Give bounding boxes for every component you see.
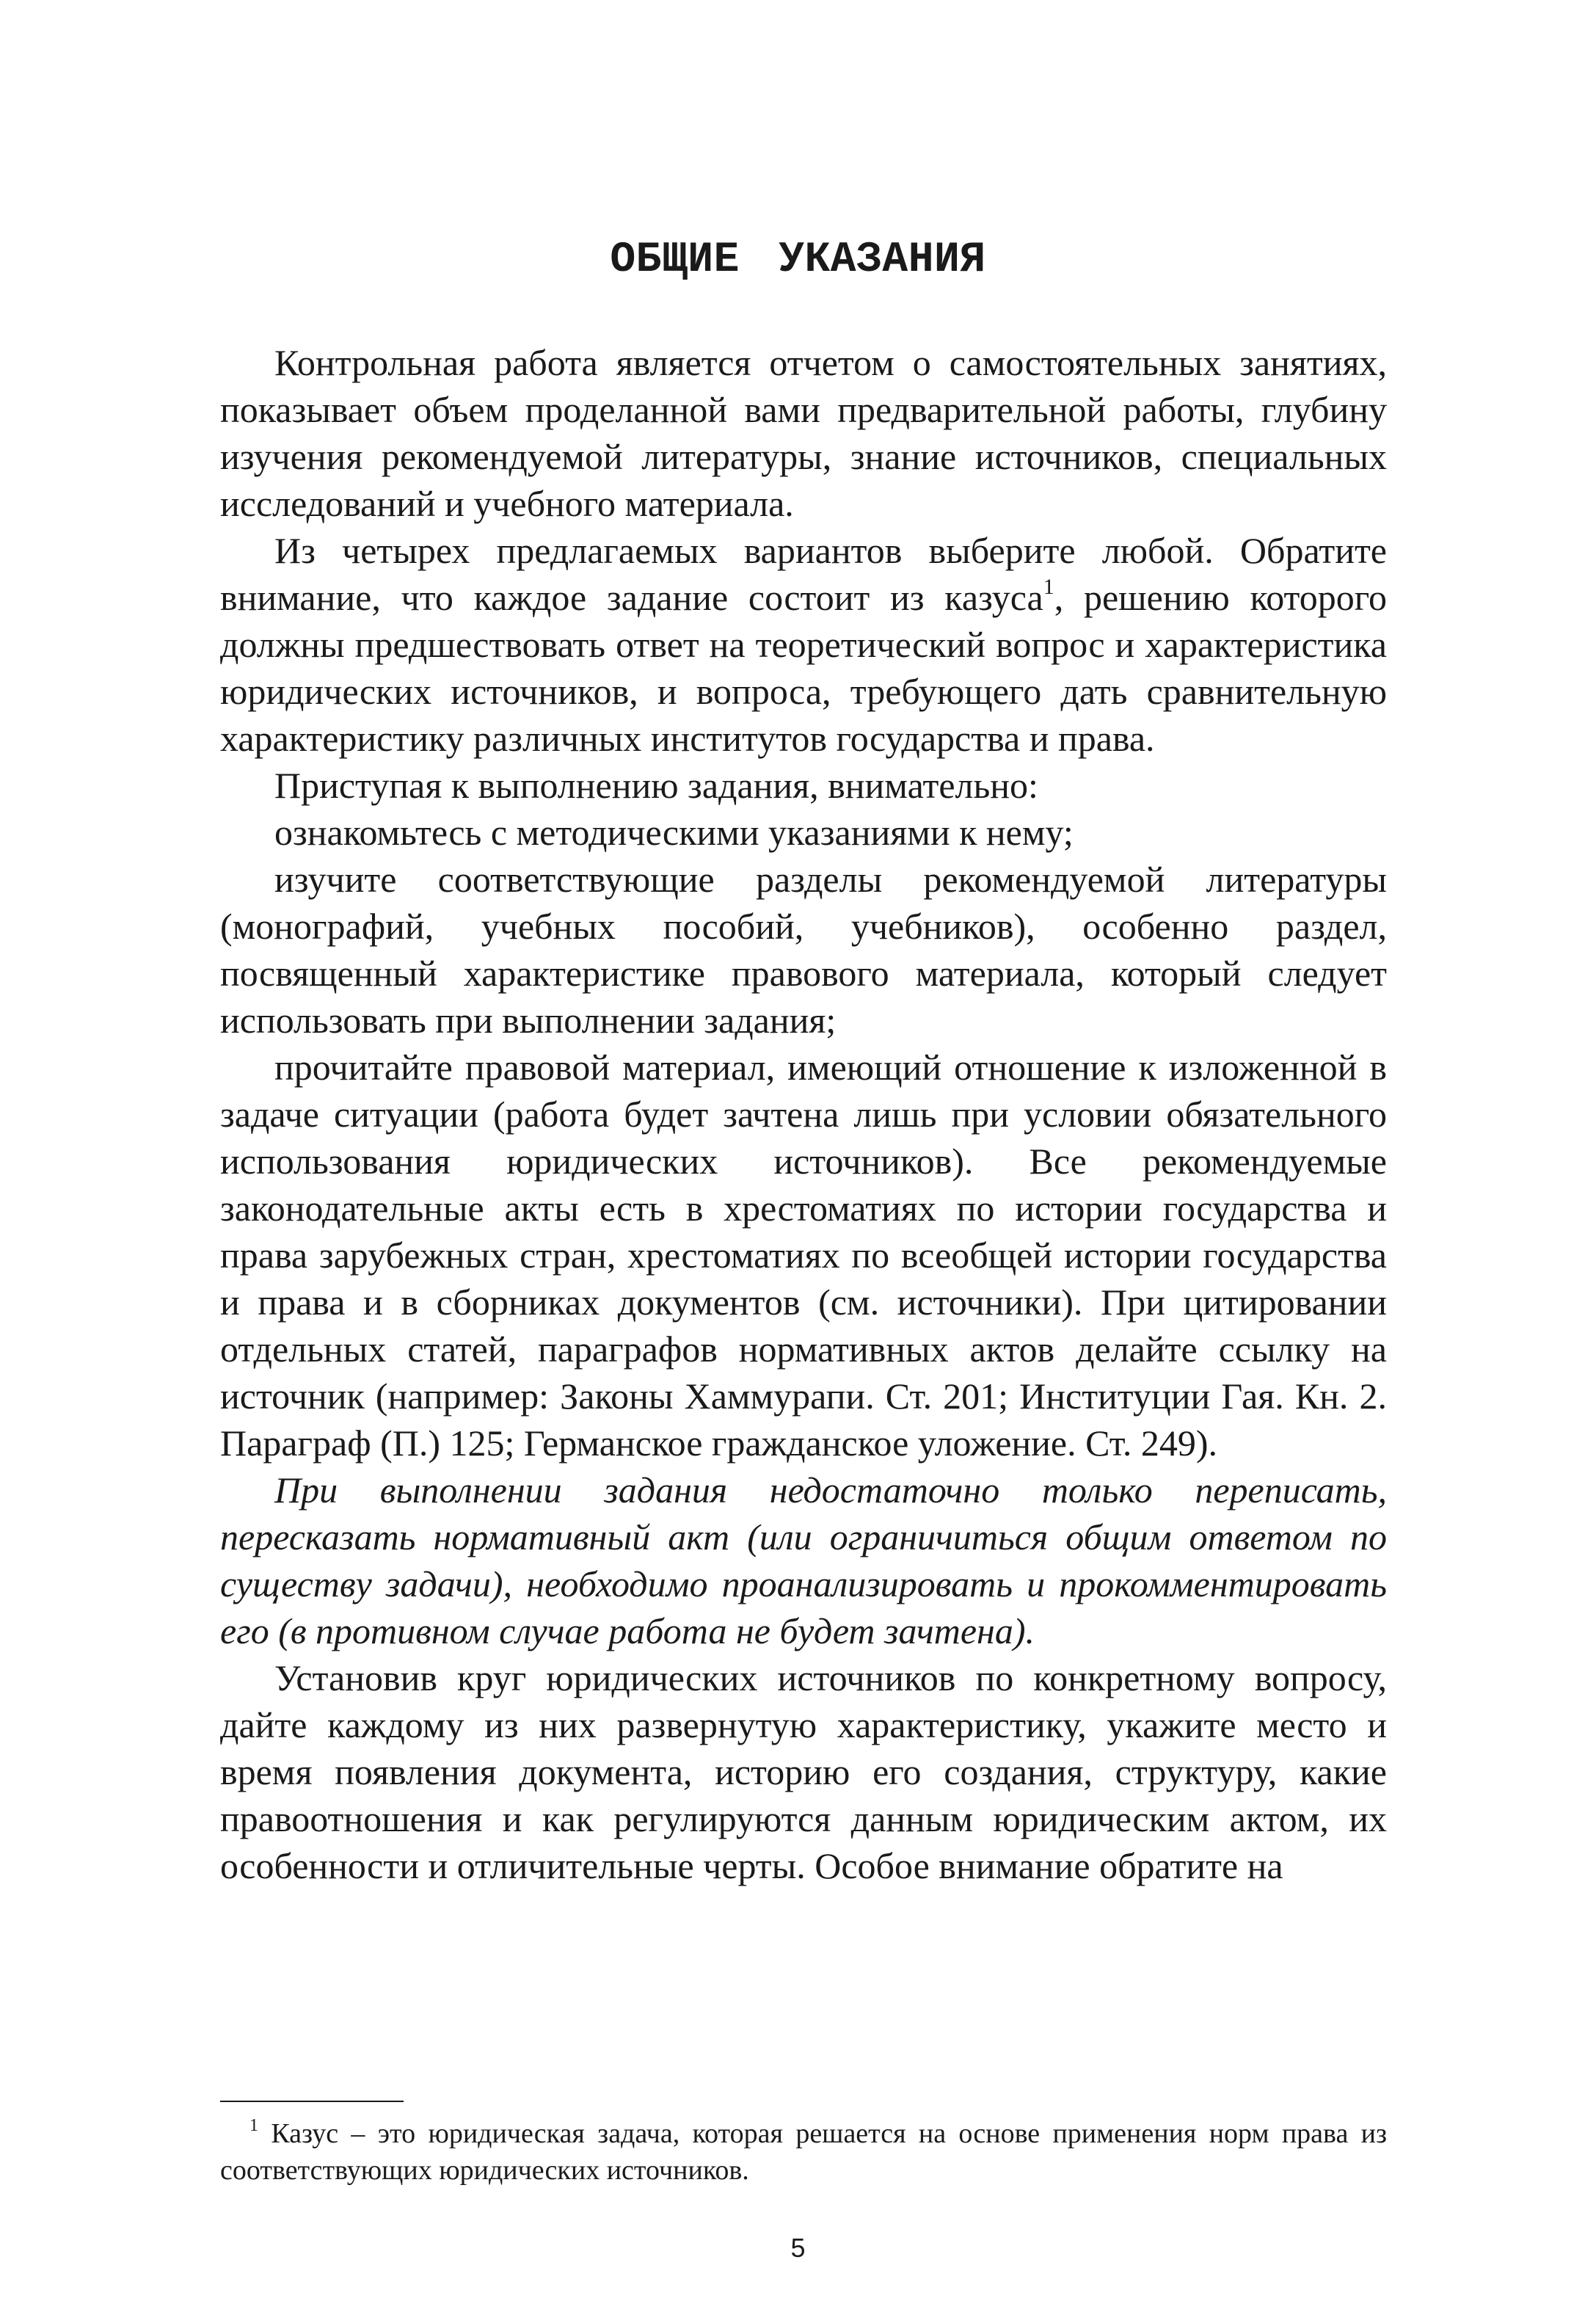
paragraph-step-legal-material: прочитайте правовой материал, имеющий отношение к изложенной в задаче ситуации (работа будет зачтена лишь при условии обязательного использования юридических источников). Все рекомендуемые законодательные акты есть в хрестоматиях по истории государства и права зарубежных стран, хрестоматиях по всеобщей истории государства и права и в сборниках документов (см. источники). При цитировании отдельных статей, параграфов нормативных актов делайте ссылку на источник (например: Законы Хаммурапи. Ст. 201; Институции Гая. Кн. 2. Параграф (П.) 125; Германское гражданское уложение. Ст. 249).: [220, 1047, 1387, 1464]
paragraph-intro: Контрольная работа является отчетом о самостоятельных занятиях, показывает объем проделанной вами предварительной работы, глубину изучения рекомендуемой литературы, знание источников, специальных исследований и учебного материала.: [220, 342, 1387, 524]
body-text: [220, 339, 1387, 1889]
footnote-divider: [220, 2101, 404, 2102]
footnote-reference: 1: [1043, 575, 1054, 599]
paragraph-variants: [220, 527, 1387, 762]
footnote-mark: 1: [249, 2116, 258, 2135]
footnote-text: Казус – это юридическая задача, которая решается на основе применения норм права из соответствующих юридических источников.: [220, 2118, 1387, 2186]
paragraph-variants-end: , решению которого должны предшествовать ответ на теоретический вопрос и характеристика юридических источников, и вопроса, требующего дать сравнительную характеристику различных институтов государства и права.: [220, 577, 1387, 759]
page-title: ОБЩИЕ УКАЗАНИЯ: [610, 236, 986, 284]
paragraph-step-literature: изучите соответствующие разделы рекомендуемой литературы (монографий, учебных пособий, учебников), особенно раздел, посвященный характеристике правового материала, который следует использовать при выполнении задания;: [220, 859, 1387, 1041]
footnote: [220, 2115, 1387, 2189]
page-number: 5: [790, 2233, 806, 2263]
paragraph-instructions: Приступая к выполнению задания, внимательно:: [274, 765, 1038, 806]
paragraph-warning: При выполнении задания недостаточно только переписать, пересказать нормативный акт (или ограничиться общим ответом по существу задачи), необходимо проанализировать и прокомментировать его (в противном случае работа не будет зачтена).: [220, 1469, 1387, 1651]
paragraph-variants-start: Из четырех предлагаемых вариантов выберите любой. Обратите внимание, что каждое задание состоит из казуса: [220, 530, 1387, 618]
paragraph-sources: Установив круг юридических источников по конкретному вопросу, дайте каждому из них развернутую характеристику, укажите место и время появления документа, историю его создания, структуру, какие правоотношения и как регулируются данным юридическим актом, их особенности и отличительные черты. Особое внимание обратите на: [220, 1657, 1387, 1886]
paragraph-step-methodology: ознакомьтесь с методическими указаниями к нему;: [274, 812, 1074, 853]
